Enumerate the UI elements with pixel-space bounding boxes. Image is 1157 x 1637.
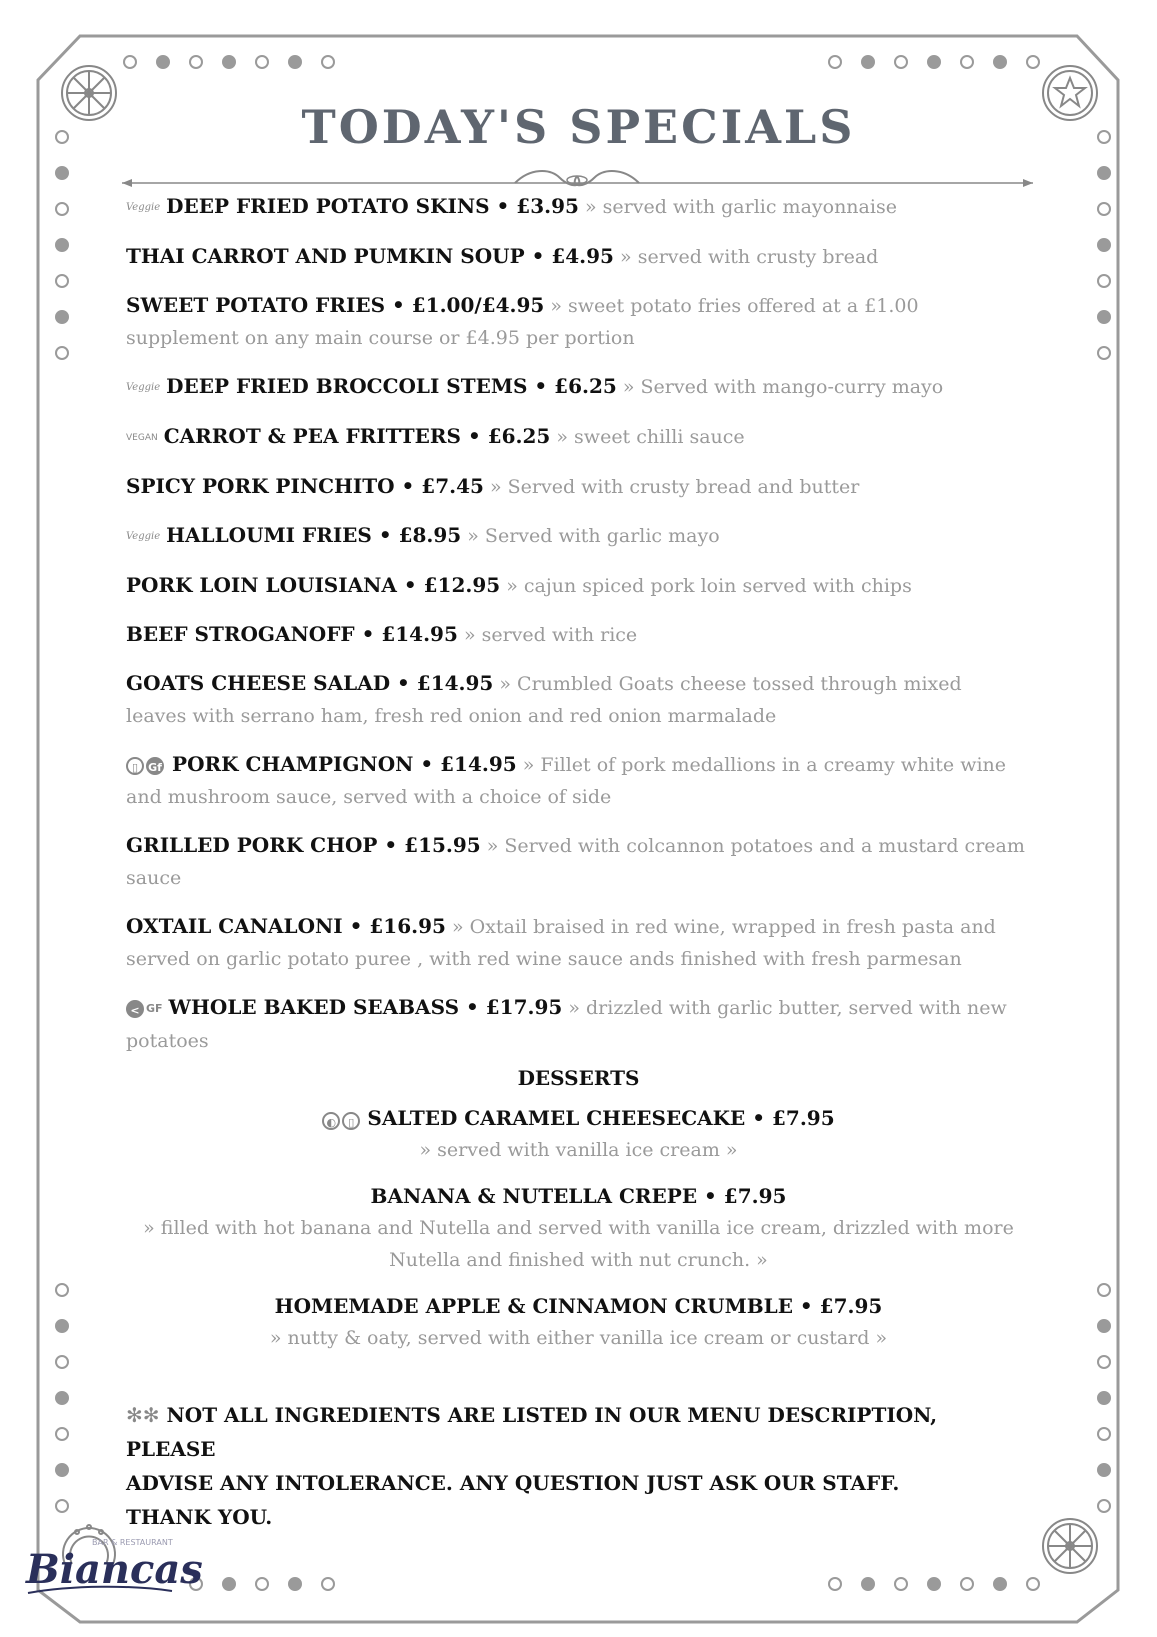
frame-dot bbox=[1098, 1320, 1110, 1332]
dessert-price: £7.95 bbox=[723, 1184, 787, 1208]
frame-dot bbox=[895, 56, 907, 68]
menu-item: Veggie DEEP FRIED BROCCOLI STEMS • £6.25 » Served with mango-curry mayo bbox=[126, 370, 1026, 404]
frame-dot bbox=[895, 1578, 907, 1590]
item-price: £14.95 bbox=[440, 752, 517, 776]
logo-name: Biancas bbox=[26, 1546, 203, 1593]
frame-dot bbox=[289, 56, 301, 68]
frame-dot bbox=[56, 1392, 68, 1404]
biancas-logo bbox=[22, 1525, 203, 1615]
frame-dot bbox=[56, 275, 68, 287]
dessert-description: » filled with hot banana and Nutella and served with vanilla ice cream, drizzled with more Nutella and finished with nut crunch. » bbox=[143, 1217, 1014, 1271]
frame-dot bbox=[56, 1356, 68, 1368]
item-price: £16.95 bbox=[369, 914, 446, 938]
item-price: £1.00/£4.95 bbox=[411, 293, 545, 317]
item-name: PORK LOIN LOUISIANA bbox=[126, 573, 397, 597]
frame-dot bbox=[56, 203, 68, 215]
frame-dot bbox=[289, 1578, 301, 1590]
item-name: BEEF STROGANOFF bbox=[126, 622, 362, 646]
desserts-section bbox=[126, 1066, 1031, 1368]
item-description: » Served with colcannon potatoes and a mustard cream sauce bbox=[126, 835, 1025, 889]
frame-dot bbox=[829, 1578, 841, 1590]
menu-item: THAI CARROT AND PUMKIN SOUP • £4.95 » served with crusty bread bbox=[126, 244, 879, 268]
item-name: CARROT & PEA FRITTERS bbox=[163, 424, 461, 448]
frame-dot bbox=[1098, 1428, 1110, 1440]
frame-dot bbox=[1098, 1284, 1110, 1296]
item-description: » served with rice bbox=[463, 624, 638, 646]
frame-dot bbox=[1098, 311, 1110, 323]
frame-dot bbox=[56, 167, 68, 179]
menu-item: Veggie HALLOUMI FRIES • £8.95 » Served with garlic mayo bbox=[126, 519, 1026, 553]
dessert-name: BANANA & NUTELLA CREPE bbox=[370, 1184, 698, 1208]
item-name: DEEP FRIED BROCCOLI STEMS bbox=[166, 374, 528, 398]
frame-dot bbox=[1098, 1464, 1110, 1476]
item-price: £4.95 bbox=[551, 244, 614, 268]
frame-dot bbox=[56, 311, 68, 323]
frame-dot bbox=[1098, 275, 1110, 287]
item-price: £3.95 bbox=[516, 194, 579, 218]
item-description: » Crumbled Goats cheese tossed through mixed leaves with serrano ham, fresh red onion and red onion marmalade bbox=[126, 673, 962, 727]
dessert-item: ◐ ▯ SALTED CARAMEL CHEESECAKE • £7.95 » served with vanilla ice cream » bbox=[126, 1102, 1031, 1166]
frame-dot bbox=[1098, 347, 1110, 359]
frame-dot bbox=[1098, 203, 1110, 215]
menu-item: OXTAIL CANALONI • £16.95 » Oxtail braised in red wine, wrapped in fresh pasta and served on garlic potato puree , with red wine sauce ands finished with fresh parmesan bbox=[126, 914, 996, 970]
dessert-price: £7.95 bbox=[772, 1106, 835, 1130]
item-name: THAI CARROT AND PUMKIN SOUP bbox=[126, 244, 525, 268]
item-price: £6.25 bbox=[487, 424, 551, 448]
dessert-description: » served with vanilla ice cream » bbox=[419, 1139, 738, 1161]
menu-item: SWEET POTATO FRIES • £1.00/£4.95 » sweet potato fries offered at a £1.00 supplement on any main course or £4.95 per portion bbox=[126, 293, 919, 349]
item-name: HALLOUMI FRIES bbox=[166, 523, 379, 547]
menu-item: GOATS CHEESE SALAD • £14.95 » Crumbled Goats cheese tossed through mixed leaves with serrano ham, fresh red onion and red onion marmalade bbox=[126, 671, 962, 727]
menu-item: BEEF STROGANOFF • £14.95 » served with rice bbox=[126, 622, 638, 646]
desserts-heading: DESSERTS bbox=[517, 1066, 640, 1090]
dessert-name: HOMEMADE APPLE & CINNAMON CRUMBLE bbox=[274, 1294, 793, 1318]
item-name: SWEET POTATO FRIES bbox=[126, 293, 386, 317]
frame-dot bbox=[1098, 167, 1110, 179]
frame-dot bbox=[322, 1578, 334, 1590]
specials-list bbox=[126, 190, 1026, 1073]
item-description: » Served with crusty bread and butter bbox=[489, 476, 860, 498]
veggie-icon: Veggie bbox=[126, 382, 161, 393]
frame-dot bbox=[56, 1284, 68, 1296]
item-price: £15.95 bbox=[404, 833, 481, 857]
wagon-wheel-icon bbox=[1043, 1519, 1097, 1573]
item-price: £12.95 bbox=[423, 573, 501, 597]
menu-item: Veggie DEEP FRIED POTATO SKINS • £3.95 » served with garlic mayonnaise bbox=[126, 190, 1026, 224]
frame-dot bbox=[223, 1578, 235, 1590]
item-description: » served with crusty bread bbox=[620, 246, 879, 268]
allergy-notice bbox=[126, 1398, 1026, 1534]
veggie-icon: Veggie bbox=[126, 202, 161, 213]
frame-dot bbox=[862, 1578, 874, 1590]
item-price: £14.95 bbox=[381, 622, 458, 646]
frame-dot bbox=[56, 347, 68, 359]
frame-dot bbox=[256, 1578, 268, 1590]
frame-dot bbox=[928, 1578, 940, 1590]
page-title: TODAY'S SPECIALS bbox=[301, 100, 856, 154]
item-description: » Served with mango-curry mayo bbox=[622, 376, 944, 398]
fish-icon: < bbox=[126, 1000, 144, 1018]
frame-dot bbox=[56, 1500, 68, 1512]
menu-item: PORK LOIN LOUISIANA • £12.95 » cajun spiced pork loin served with chips bbox=[126, 573, 912, 597]
veggie-icon: Veggie bbox=[126, 531, 161, 542]
frame-dot bbox=[322, 56, 334, 68]
title-divider bbox=[120, 160, 1035, 190]
item-name: OXTAIL CANALONI bbox=[126, 914, 343, 938]
item-name: SPICY PORK PINCHITO bbox=[126, 474, 395, 498]
notice-line: ADVISE ANY INTOLERANCE. ANY QUESTION JUST ASK OUR STAFF. bbox=[126, 1471, 900, 1495]
notice-line: NOT ALL INGREDIENTS ARE LISTED IN OUR MENU DESCRIPTION, PLEASE bbox=[126, 1403, 938, 1461]
menu-item: ▯ Gf PORK CHAMPIGNON • £14.95 » Fillet of pork medallions in a creamy white wine and mushroom sauce, served with a choice of side bbox=[126, 752, 1007, 808]
gluten-free-icon: GF bbox=[146, 1002, 163, 1015]
asterisk-icon: ✻✻ bbox=[126, 1403, 160, 1427]
dessert-price: £7.95 bbox=[819, 1294, 883, 1318]
frame-dot bbox=[190, 56, 202, 68]
dessert-item: BANANA & NUTELLA CREPE • £7.95 » filled with hot banana and Nutella and served with vanilla ice cream, drizzled with more Nutella and finished with nut crunch. » bbox=[126, 1180, 1031, 1276]
item-description: » sweet potato fries offered at a £1.00 supplement on any main course or £4.95 per portion bbox=[126, 295, 919, 349]
item-description: » served with garlic mayonnaise bbox=[584, 196, 897, 218]
frame-dot bbox=[256, 56, 268, 68]
frame-dot bbox=[223, 56, 235, 68]
notice-line: THANK YOU. bbox=[126, 1505, 273, 1529]
item-description: » drizzled with garlic butter, served with new potatoes bbox=[126, 997, 1007, 1052]
frame-dot bbox=[56, 1464, 68, 1476]
frame-dot bbox=[961, 56, 973, 68]
frame-dot bbox=[928, 56, 940, 68]
frame-dot bbox=[961, 1578, 973, 1590]
frame-dot bbox=[157, 56, 169, 68]
item-price: £6.25 bbox=[554, 374, 617, 398]
logo-sub: BAR & RESTAURANT bbox=[92, 1538, 173, 1547]
frame-dot bbox=[1027, 1578, 1039, 1590]
dessert-description: » nutty & oaty, served with either vanilla ice cream or custard » bbox=[269, 1327, 888, 1349]
menu-item: < GF WHOLE BAKED SEABASS • £17.95 » drizzled with garlic butter, served with new potatoes bbox=[126, 995, 1007, 1052]
frame-dot bbox=[124, 56, 136, 68]
frame-dot bbox=[1098, 1356, 1110, 1368]
frame-dot bbox=[1027, 56, 1039, 68]
item-name: WHOLE BAKED SEABASS bbox=[168, 995, 460, 1019]
dessert-name: SALTED CARAMEL CHEESECAKE bbox=[367, 1106, 746, 1130]
nut-icon: ◐ bbox=[322, 1112, 340, 1130]
item-price: £8.95 bbox=[398, 523, 462, 547]
desserts-list bbox=[126, 1102, 1031, 1354]
frame-dot bbox=[994, 56, 1006, 68]
item-description: » cajun spiced pork loin served with chips bbox=[506, 575, 912, 597]
vegan-icon: VEGAN bbox=[126, 433, 158, 443]
frame-dot bbox=[56, 1428, 68, 1440]
frame-dot bbox=[1098, 1500, 1110, 1512]
item-description: » Fillet of pork medallions in a creamy white wine and mushroom sauce, served with a choice of side bbox=[126, 754, 1007, 808]
frame-dot bbox=[56, 1320, 68, 1332]
item-price: £7.45 bbox=[421, 474, 484, 498]
dairy-icon: ▯ bbox=[342, 1112, 360, 1130]
frame-dot bbox=[862, 56, 874, 68]
item-description: » Served with garlic mayo bbox=[467, 525, 720, 547]
frame-dot bbox=[1098, 239, 1110, 251]
menu-item: GRILLED PORK CHOP • £15.95 » Served with colcannon potatoes and a mustard cream sauce bbox=[126, 833, 1025, 889]
item-description: » Oxtail braised in red wine, wrapped in fresh pasta and served on garlic potato puree , with red wine sauce ands finished with fresh parmesan bbox=[126, 916, 996, 970]
item-name: GOATS CHEESE SALAD bbox=[126, 671, 391, 695]
item-name: PORK CHAMPIGNON bbox=[172, 752, 414, 776]
dessert-item: HOMEMADE APPLE & CINNAMON CRUMBLE • £7.95 » nutty & oaty, served with either vanilla ice cream or custard » bbox=[126, 1290, 1031, 1354]
item-description: » sweet chilli sauce bbox=[556, 426, 745, 448]
item-name: DEEP FRIED POTATO SKINS bbox=[166, 194, 490, 218]
dairy-icon: ▯ bbox=[126, 757, 144, 775]
item-price: £14.95 bbox=[416, 671, 494, 695]
menu-item: SPICY PORK PINCHITO • £7.45 » Served with crusty bread and butter bbox=[126, 474, 860, 498]
item-price: £17.95 bbox=[485, 995, 563, 1019]
frame-dot bbox=[56, 239, 68, 251]
menu-item: VEGAN CARROT & PEA FRITTERS • £6.25 » sweet chilli sauce bbox=[126, 420, 1026, 454]
item-name: GRILLED PORK CHOP bbox=[126, 833, 378, 857]
frame-dot bbox=[994, 1578, 1006, 1590]
gluten-free-icon: Gf bbox=[146, 757, 164, 775]
frame-dot bbox=[1098, 1392, 1110, 1404]
frame-dot bbox=[829, 56, 841, 68]
